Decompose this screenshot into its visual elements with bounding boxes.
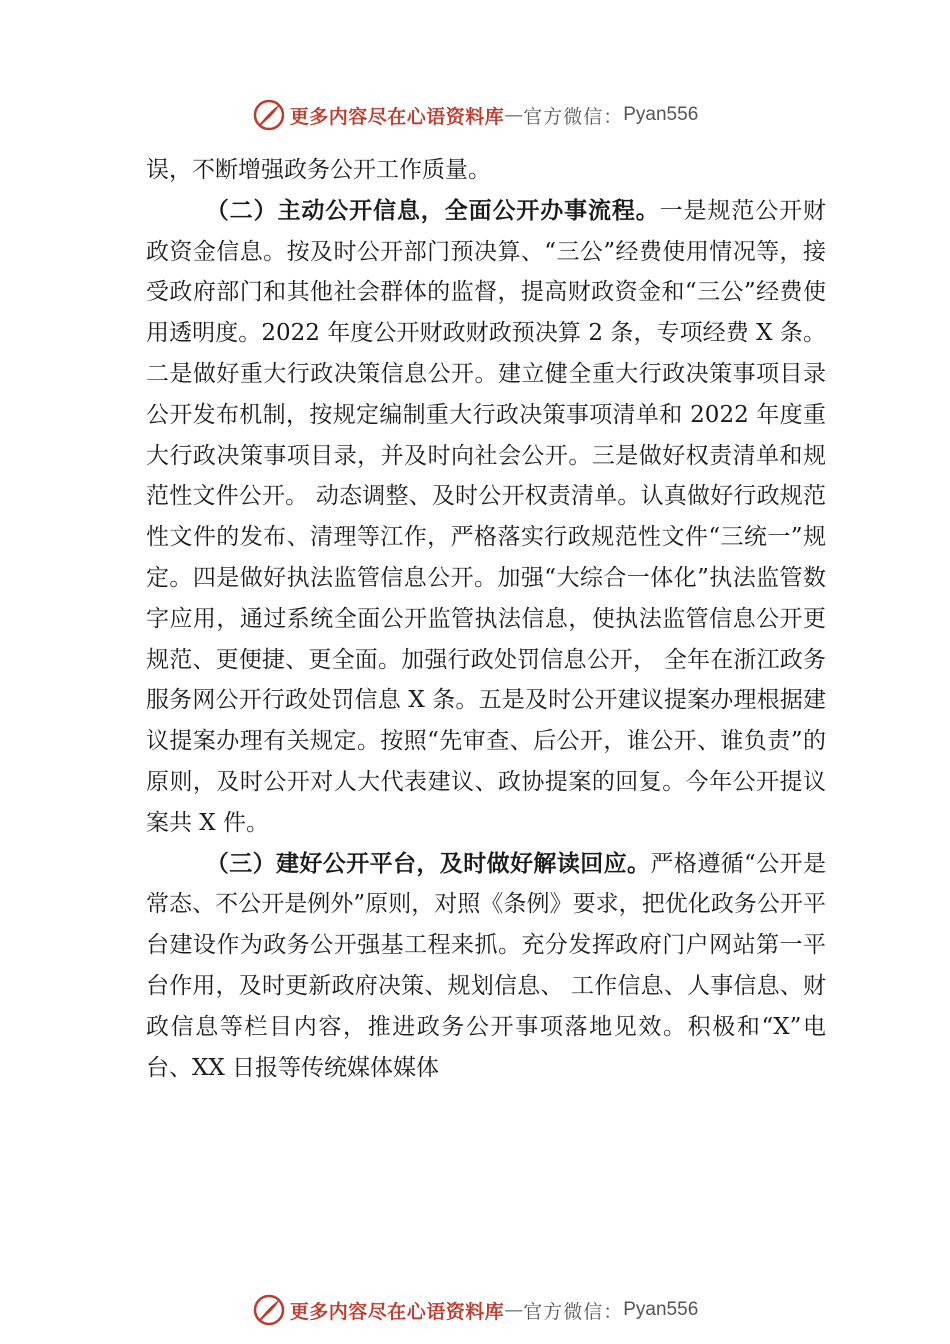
section-3-heading: （三）建好公开平台，及时做好解读回应。 (205, 849, 651, 877)
quill-seal-icon (252, 1293, 286, 1327)
footer-wechat-label: 官方微信： (523, 1300, 624, 1323)
header-brand: 更多内容尽在心语资料库 (289, 105, 505, 128)
paragraph-section-3 (146, 844, 826, 1089)
paragraph-text: 误，不断增强政务公开工作质量。 (146, 157, 491, 183)
paragraph-continuation (146, 150, 826, 191)
footer-separator: — (504, 1299, 524, 1321)
document-body (146, 150, 826, 1088)
footer-watermark (0, 1290, 950, 1330)
footer-brand: 更多内容尽在心语资料库 (289, 1300, 505, 1323)
section-2-heading: （二）主动公开信息，全面公开办事流程。 (205, 196, 660, 224)
paragraph-section-2 (146, 191, 826, 844)
header-wechat-account: Pyan556 (623, 104, 699, 125)
header-wechat-label: 官方微信： (523, 105, 624, 128)
quill-seal-icon (252, 98, 286, 132)
section-3-text: 严格遵循“公开是常态、不公开是例外”原则，对照《条例》要求，把优化政务公开平台建设作为政务公开强基工程来抓。充分发挥政府门户网站第一平台作用，及时更新政府决策、规划信息、 工作信息、人事信息、财政信息等栏目内容，推进政务公开事项落地见效。积极和“X”电台、XX 日报等传统媒体媒体 (146, 850, 827, 1081)
footer-wechat-account: Pyan556 (623, 1299, 699, 1320)
section-2-text: 一是规范公开财政资金信息。按及时公开部门预决算、“三公”经费使用情况等，接受政府部门和其他社会群体的监督，提高财政资金和“三公”经费使用透明度。2022 年度公开财政财政预决算 2 条，专项经费 X 条。二是做好重大行政决策信息公开。建立健全重大行政决策事项目录公开发布机制，按规定编制重大行政决策事项清单和 2022 年度重大行政决策事项目录，并及时向社会公开。三是做好权责清单和规范性文件公开。 动态调整、及时公开权责清单。认真做好行政规范性文件的发布、清理等江作，严格落实行政规范性文件“三统一”规定。四是做好执法监管信息公开。加强“大综合一体化”执法监管数字应用，通过系统全面公开监管执法信息，使执法监管信息公开更规范、更便捷、更全面。加强行政处罚信息公开， 全年在浙江政务服务网公开行政处罚信息 X 条。五是及时公开建议提案办理根据建议提案办理有关规定。按照“先审查、后公开，谁公开、谁负责”的原则，及时公开对人大代表建议、政协提案的回复。今年公开提议案共 X 件。 (146, 197, 827, 836)
header-watermark (0, 95, 950, 135)
header-separator: — (504, 104, 524, 126)
